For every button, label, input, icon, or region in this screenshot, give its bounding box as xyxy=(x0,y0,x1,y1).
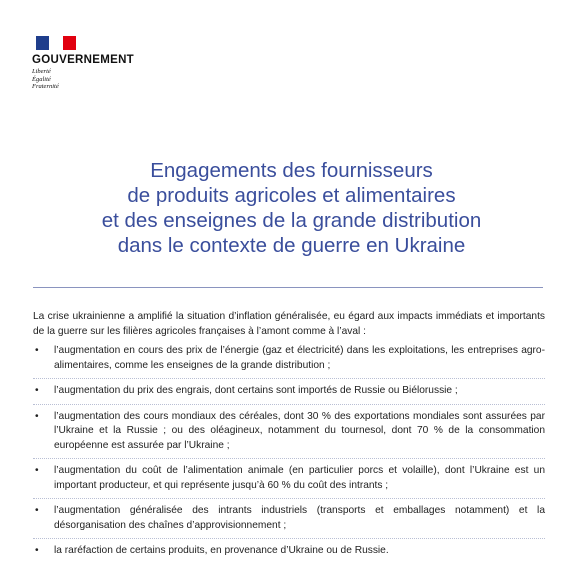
title-line: dans le contexte de guerre en Ukraine xyxy=(117,234,466,257)
motto xyxy=(32,68,134,91)
title-divider xyxy=(33,287,543,288)
french-flag-icon xyxy=(36,36,76,50)
list-item xyxy=(33,410,545,460)
document-title xyxy=(30,158,553,258)
motto-line: Égalité xyxy=(32,75,51,83)
bullet-icon: • xyxy=(35,345,39,356)
org-name: GOUVERNEMENT xyxy=(32,54,134,66)
list-item-text: l’augmentation du coût de l’alimentation animale (en particulier porcs et volaille), dont l’Ukraine est un important producteur, et qui représente jusqu’à 60 % du coût des intrants ; xyxy=(54,465,545,491)
list-item xyxy=(33,544,545,564)
list-item xyxy=(33,384,545,405)
government-logo xyxy=(32,36,134,91)
title-line: et des enseignes de la grande distribution xyxy=(101,209,482,232)
intro-paragraph: La crise ukrainienne a amplifié la situation d’inflation généralisée, eu égard aux impacts immédiats et importants de la guerre sur les filières agricoles françaises à l’amont comme à l’aval : xyxy=(33,311,545,337)
title-line: Engagements des fournisseurs xyxy=(150,159,433,182)
bullet-icon: • xyxy=(35,465,39,476)
list-item xyxy=(33,464,545,499)
list-item-text: la raréfaction de certains produits, en provenance d’Ukraine ou de Russie. xyxy=(54,545,389,556)
list-item-text: l’augmentation en cours des prix de l’énergie (gaz et électricité) dans les exploitations, les entreprises agro-alimentaires, comme les enseignes de la grande distribution ; xyxy=(54,345,545,371)
bullet-icon: • xyxy=(35,505,39,516)
list-item xyxy=(33,344,545,379)
list-item-text: l’augmentation du prix des engrais, dont certains sont importés de Russie ou Biélorussie ; xyxy=(54,385,458,396)
motto-line: Liberté xyxy=(32,68,51,75)
motto-line: Fraternité xyxy=(32,83,59,90)
list-item-text: l’augmentation généralisée des intrants industriels (transports et emballages notamment) et la désorganisation des chaînes d’approvisionnement ; xyxy=(54,505,545,531)
list-item-text: l’augmentation des cours mondiaux des céréales, dont 30 % des exportations mondiales sont assurées par l’Ukraine et la Russie ; ou des oléagineux, notamment du tournesol, dont 70 % de la consommation européenne est assurée par l’Ukraine ; xyxy=(54,410,545,451)
bullet-icon: • xyxy=(35,385,39,396)
document-body xyxy=(33,310,545,569)
bullet-list xyxy=(33,344,545,564)
bullet-icon: • xyxy=(35,545,39,556)
title-line: de produits agricoles et alimentaires xyxy=(127,184,456,207)
bullet-icon: • xyxy=(35,410,39,422)
list-item xyxy=(33,504,545,539)
